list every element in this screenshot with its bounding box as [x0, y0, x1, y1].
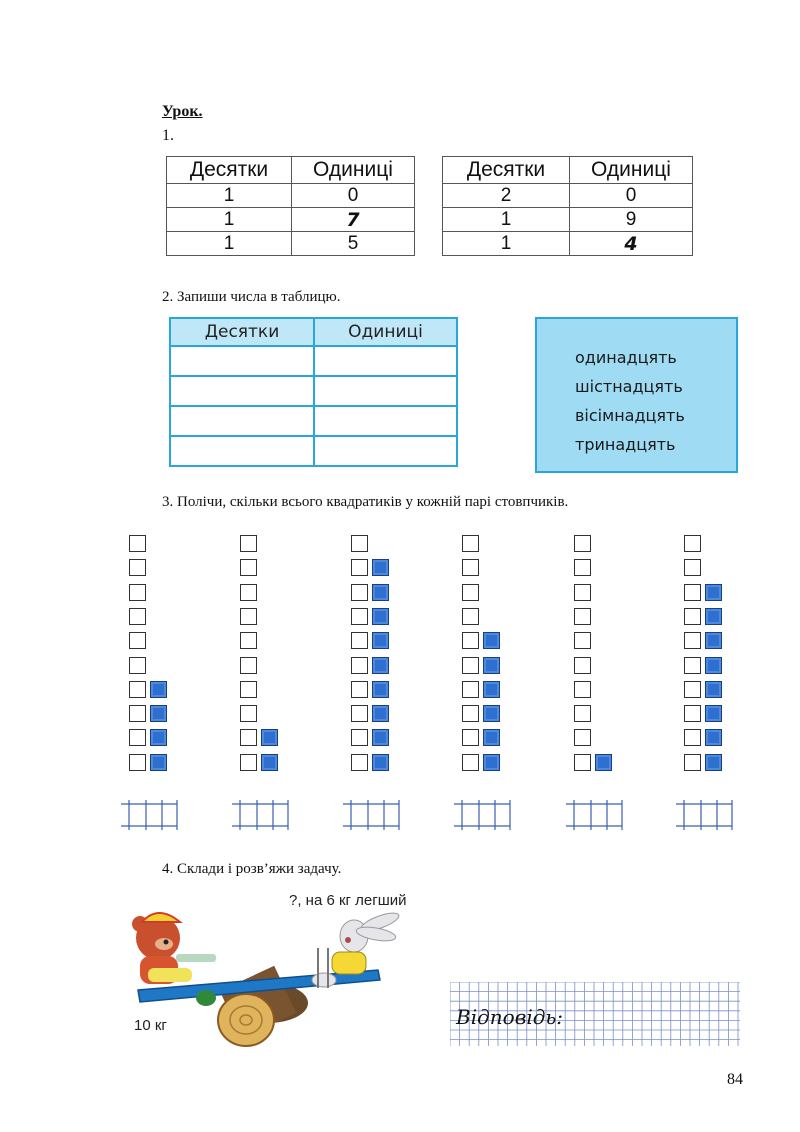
empty-square [684, 608, 701, 625]
empty-square [684, 657, 701, 674]
empty-square [351, 754, 368, 771]
empty-square [240, 681, 257, 698]
empty-square [574, 535, 591, 552]
task1-table-left [166, 156, 415, 256]
empty-square [240, 535, 257, 552]
empty-square [351, 584, 368, 601]
empty-square [129, 535, 146, 552]
task3-instruction: 3. Полічи, скільки всього квадратиків у кожній парі стовпчиків. [162, 494, 569, 510]
number-word: одинадцять [575, 348, 677, 367]
task2-instruction: 2. Запиши числа в таблицю. [162, 289, 341, 305]
filled-square [150, 754, 167, 771]
empty-square [462, 754, 479, 771]
empty-square [684, 705, 701, 722]
empty-square [351, 559, 368, 576]
filled-square [705, 754, 722, 771]
answer-label: Відповідь: [456, 1005, 564, 1029]
filled-square [595, 754, 612, 771]
filled-square [705, 657, 722, 674]
header-tens: Десятки [443, 157, 570, 184]
empty-square [129, 705, 146, 722]
filled-square [483, 729, 500, 746]
filled-square [483, 681, 500, 698]
empty-square [129, 632, 146, 649]
cell-units: 5 [292, 232, 415, 256]
pair-answer-grid[interactable] [230, 798, 290, 837]
empty-square [240, 754, 257, 771]
empty-square [351, 705, 368, 722]
cell-units: 0 [570, 184, 693, 208]
empty-square [574, 657, 591, 674]
empty-square [574, 584, 591, 601]
empty-square [462, 681, 479, 698]
header-units: Одиниці [570, 157, 693, 184]
number-word: тринадцять [575, 435, 676, 454]
empty-square [574, 729, 591, 746]
filled-square [705, 584, 722, 601]
task1-table-right [442, 156, 693, 256]
filled-square [372, 584, 389, 601]
cell-tens: 1 [443, 232, 570, 256]
empty-cell[interactable] [170, 376, 314, 406]
task4-instruction: 4. Склади і розв’яжи задачу. [162, 861, 342, 877]
filled-square [261, 754, 278, 771]
filled-square [372, 559, 389, 576]
cell-tens: 1 [443, 208, 570, 232]
cell-tens: 1 [167, 184, 292, 208]
filled-square [372, 729, 389, 746]
filled-square [372, 632, 389, 649]
filled-square [150, 681, 167, 698]
filled-square [150, 705, 167, 722]
pair-answer-grid[interactable] [119, 798, 179, 837]
empty-cell[interactable] [170, 406, 314, 436]
empty-square [462, 632, 479, 649]
page-number: 84 [727, 1071, 743, 1088]
filled-square [483, 754, 500, 771]
empty-square [684, 681, 701, 698]
pair-answer-grid[interactable] [341, 798, 401, 837]
empty-square [462, 584, 479, 601]
question-label: ?, на 6 кг легший [289, 892, 407, 909]
empty-square [684, 632, 701, 649]
pair-answer-grid[interactable] [452, 798, 512, 837]
empty-cell[interactable] [314, 346, 457, 376]
empty-square [129, 657, 146, 674]
filled-square [372, 608, 389, 625]
empty-square [574, 705, 591, 722]
empty-square [574, 681, 591, 698]
cell-units-handwritten: 7 [292, 208, 415, 232]
filled-square [705, 681, 722, 698]
empty-square [462, 657, 479, 674]
empty-square [462, 729, 479, 746]
empty-square [351, 608, 368, 625]
empty-square [684, 535, 701, 552]
empty-square [351, 681, 368, 698]
filled-square [705, 705, 722, 722]
empty-square [462, 608, 479, 625]
empty-square [684, 584, 701, 601]
empty-square [574, 754, 591, 771]
empty-square [240, 632, 257, 649]
empty-square [240, 657, 257, 674]
filled-square [705, 632, 722, 649]
filled-square [705, 729, 722, 746]
task2-table [169, 317, 458, 467]
task1-number: 1. [162, 127, 174, 144]
lesson-title: Урок. [162, 103, 203, 120]
empty-square [129, 754, 146, 771]
cell-units-handwritten: 4 [570, 232, 693, 256]
cell-units: 0 [292, 184, 415, 208]
filled-square [372, 754, 389, 771]
empty-square [129, 584, 146, 601]
empty-square [240, 705, 257, 722]
filled-square [372, 705, 389, 722]
empty-square [574, 559, 591, 576]
empty-cell[interactable] [314, 376, 457, 406]
empty-square [351, 729, 368, 746]
empty-square [240, 584, 257, 601]
filled-square [372, 657, 389, 674]
empty-square [129, 729, 146, 746]
empty-square [574, 632, 591, 649]
empty-cell[interactable] [170, 346, 314, 376]
empty-square [129, 559, 146, 576]
empty-square [351, 657, 368, 674]
empty-square [462, 559, 479, 576]
empty-square [240, 608, 257, 625]
filled-square [372, 681, 389, 698]
cell-tens: 2 [443, 184, 570, 208]
cell-units: 9 [570, 208, 693, 232]
empty-square [129, 608, 146, 625]
header-tens: Десятки [167, 157, 292, 184]
empty-square [351, 535, 368, 552]
filled-square [150, 729, 167, 746]
filled-square [705, 608, 722, 625]
empty-square [684, 754, 701, 771]
empty-square [240, 559, 257, 576]
empty-square [240, 729, 257, 746]
empty-square [462, 535, 479, 552]
header-units: Одиниці [314, 318, 457, 346]
empty-square [462, 705, 479, 722]
empty-square [574, 608, 591, 625]
pair-answer-grid[interactable] [674, 798, 734, 837]
empty-square [684, 729, 701, 746]
empty-square [684, 559, 701, 576]
filled-square [483, 657, 500, 674]
number-words-box [535, 317, 738, 473]
empty-cell[interactable] [314, 406, 457, 436]
known-weight-label: 10 кг [134, 1017, 167, 1034]
number-word: шістнадцять [575, 377, 683, 396]
empty-square [351, 632, 368, 649]
number-word: вісімнадцять [575, 406, 685, 425]
empty-cell[interactable] [170, 436, 314, 466]
pair-answer-grid[interactable] [564, 798, 624, 837]
empty-square [129, 681, 146, 698]
empty-cell[interactable] [314, 436, 457, 466]
filled-square [483, 632, 500, 649]
filled-square [483, 705, 500, 722]
header-tens: Десятки [170, 318, 314, 346]
filled-square [261, 729, 278, 746]
cell-tens: 1 [167, 208, 292, 232]
header-units: Одиниці [292, 157, 415, 184]
cell-tens: 1 [167, 232, 292, 256]
